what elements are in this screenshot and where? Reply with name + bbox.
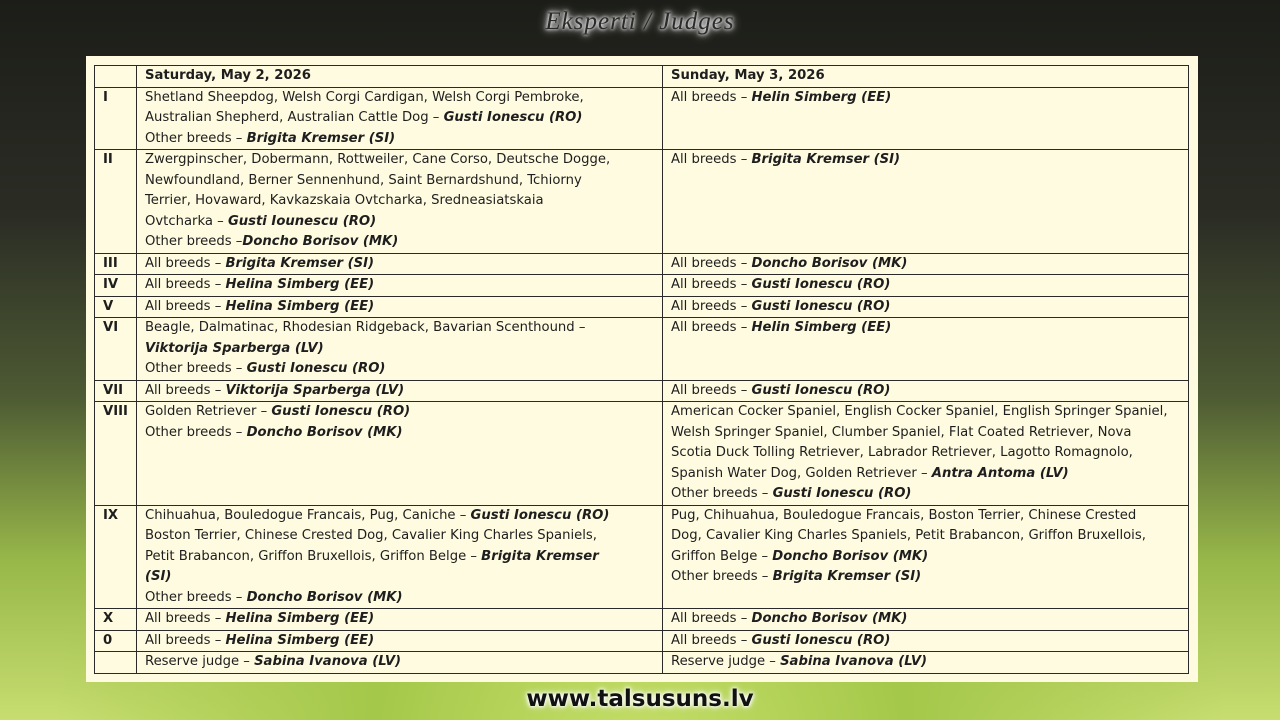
breed-text: All breeds – (145, 382, 226, 398)
breed-text: Pug, Chihuahua, Bouledogue Francais, Boston Terrier, Chinese Crested (671, 507, 1137, 523)
group-number: 0 (95, 630, 137, 652)
breed-text: All breeds – (671, 320, 752, 335)
breed-text: All breeds – (671, 611, 752, 626)
judge-name: Brigita Kremser (SI) (225, 255, 375, 271)
breed-text: All breeds – (671, 632, 752, 648)
breed-text: Other breeds – (671, 569, 773, 584)
table-row (95, 380, 1189, 402)
table-row (95, 87, 1189, 150)
website-url: www.talsusuns.lv (526, 686, 754, 712)
breed-text: Griffon Belge – (671, 548, 773, 564)
group-number: III (95, 253, 137, 275)
cell-line (145, 150, 654, 171)
table-row (95, 505, 1189, 609)
cell-line (671, 464, 1180, 485)
breed-text: Shetland Sheepdog, Welsh Corgi Cardigan, Welsh Corgi Pembroke, (145, 89, 584, 105)
cell-line (671, 443, 1180, 464)
breed-text: Terrier, Hovaward, Kavkazskaia Ovtcharka, Sredneasiatskaia (145, 193, 544, 208)
cell-line (145, 381, 654, 402)
judge-name: Brigita Kremser (SI) (772, 569, 922, 584)
cell-line (145, 423, 654, 444)
sunday-cell (663, 150, 1189, 254)
judge-name: Gusti Ionescu (RO) (751, 277, 891, 292)
breed-text: All breeds – (145, 277, 226, 292)
header-sunday: Sunday, May 3, 2026 (663, 66, 1189, 88)
judge-name: Doncho Borisov (MK) (246, 424, 403, 440)
breed-text: All breeds – (145, 255, 226, 271)
cell-line (671, 526, 1180, 547)
saturday-cell (137, 652, 663, 674)
breed-text: Beagle, Dalmatinac, Rhodesian Ridgeback, Bavarian Scenthound – (145, 320, 586, 335)
judge-name: Sabina Ivanova (LV) (780, 654, 928, 669)
saturday-cell (137, 630, 663, 652)
saturday-cell (137, 275, 663, 297)
breed-text: All breeds – (671, 255, 752, 271)
judge-name: Gusti Iounescu (RO) (227, 213, 377, 229)
cell-line (145, 506, 654, 527)
saturday-cell (137, 505, 663, 609)
breed-text: Other breeds – (145, 424, 247, 440)
breed-text: Welsh Springer Spaniel, Clumber Spaniel, Flat Coated Retriever, Nova (671, 424, 1132, 440)
breed-text: All breeds – (671, 277, 752, 292)
judge-name: Helin Simberg (EE) (751, 89, 892, 105)
breed-text: Boston Terrier, Chinese Crested Dog, Cavalier King Charles Spaniels, (145, 528, 597, 543)
judge-name: Doncho Borisov (MK) (242, 234, 399, 249)
saturday-cell (137, 253, 663, 275)
cell-line (671, 402, 1180, 423)
cell-line (671, 150, 1180, 171)
breed-text: Other breeds – (671, 486, 773, 501)
breed-text: Other breeds – (145, 234, 243, 249)
cell-line (145, 652, 654, 673)
table-row (95, 630, 1189, 652)
judge-name: Doncho Borisov (MK) (772, 548, 929, 564)
cell-line (145, 171, 654, 192)
breed-text: Spanish Water Dog, Golden Retriever – (671, 465, 932, 481)
cell-line (145, 108, 654, 129)
judge-name: Viktorija Sparberga (LV) (145, 340, 324, 356)
breed-text: Ovtcharka – (145, 213, 228, 229)
group-number: VIII (95, 402, 137, 506)
group-number: VI (95, 318, 137, 381)
judge-name: Helina Simberg (EE) (225, 611, 375, 626)
cell-line (145, 631, 654, 652)
breed-text: Newfoundland, Berner Sennenhund, Saint Bernardshund, Tchiorny (145, 172, 582, 188)
cell-line (671, 567, 1180, 588)
breed-text: All breeds – (671, 152, 752, 167)
sunday-cell (663, 296, 1189, 318)
judge-name: Gusti Ionescu (RO) (470, 507, 610, 523)
sunday-cell (663, 402, 1189, 506)
cell-line (671, 254, 1180, 275)
cell-line (671, 631, 1180, 652)
cell-line (145, 588, 654, 609)
group-number: IX (95, 505, 137, 609)
cell-line (145, 567, 654, 588)
saturday-cell (137, 609, 663, 631)
judge-name: Viktorija Sparberga (LV) (225, 382, 405, 398)
saturday-cell (137, 380, 663, 402)
judge-name: Brigita Kremser (481, 548, 599, 564)
cell-line (671, 652, 1180, 673)
judge-name: Gusti Ionescu (RO) (772, 486, 912, 501)
table-row (95, 150, 1189, 254)
breed-text: Chihuahua, Bouledogue Francais, Pug, Caniche – (145, 507, 471, 523)
table-row (95, 402, 1189, 506)
breed-text: All breeds – (145, 611, 226, 626)
group-number: IV (95, 275, 137, 297)
breed-text: All breeds – (145, 298, 226, 314)
cell-line (145, 275, 654, 296)
sunday-cell (663, 630, 1189, 652)
breed-text: Golden Retriever – (145, 404, 272, 419)
cell-line (145, 547, 654, 568)
sunday-cell (663, 609, 1189, 631)
table-row (95, 275, 1189, 297)
judge-name: Gusti Ionescu (RO) (271, 404, 411, 419)
cell-line (145, 191, 654, 212)
sunday-cell (663, 253, 1189, 275)
judge-name: Doncho Borisov (MK) (751, 255, 908, 271)
cell-line (145, 402, 654, 423)
cell-line (145, 88, 654, 109)
cell-line (671, 423, 1180, 444)
judge-name: Helin Simberg (EE) (751, 320, 892, 335)
cell-line (671, 609, 1180, 630)
saturday-cell (137, 402, 663, 506)
judge-name: Sabina Ivanova (LV) (254, 654, 402, 669)
cell-line (145, 254, 654, 275)
sunday-cell (663, 318, 1189, 381)
sunday-cell (663, 380, 1189, 402)
cell-line (145, 297, 654, 318)
judge-name: Gusti Ionescu (RO) (246, 361, 386, 376)
breed-text: Petit Brabancon, Griffon Bruxellois, Griffon Belge – (145, 548, 482, 564)
judge-name: Helina Simberg (EE) (225, 277, 375, 292)
breed-text: Scotia Duck Tolling Retriever, Labrador Retriever, Lagotto Romagnolo, (671, 445, 1133, 460)
breed-text: American Cocker Spaniel, English Cocker Spaniel, English Springer Spaniel, (671, 404, 1168, 419)
group-number: X (95, 609, 137, 631)
breed-text: All breeds – (145, 632, 226, 648)
judge-name: Helina Simberg (EE) (225, 298, 375, 314)
breed-text: All breeds – (671, 89, 752, 105)
judge-name: Antra Antoma (LV) (931, 465, 1069, 481)
table-row (95, 318, 1189, 381)
header-group (95, 66, 137, 88)
cell-line (145, 339, 654, 360)
table-row (95, 296, 1189, 318)
group-number: V (95, 296, 137, 318)
cell-line (671, 547, 1180, 568)
sunday-cell (663, 652, 1189, 674)
judge-name: Helina Simberg (EE) (225, 632, 375, 648)
judge-name: Gusti Ionescu (RO) (443, 110, 583, 125)
group-number: VII (95, 380, 137, 402)
saturday-cell (137, 87, 663, 150)
cell-line (145, 232, 654, 253)
breed-text: Dog, Cavalier King Charles Spaniels, Petit Brabancon, Griffon Bruxellois, (671, 528, 1146, 543)
breed-text: Other breeds – (145, 589, 247, 605)
breed-text: Other breeds – (145, 361, 247, 376)
table-row (95, 652, 1189, 674)
cell-line (145, 609, 654, 630)
judge-name: Gusti Ionescu (RO) (751, 298, 891, 314)
judges-table (94, 65, 1189, 674)
breed-text: Other breeds – (145, 130, 247, 146)
cell-line (145, 318, 654, 339)
sunday-cell (663, 505, 1189, 609)
judge-name: Doncho Borisov (MK) (246, 589, 403, 605)
group-number (95, 652, 137, 674)
cell-line (671, 297, 1180, 318)
breed-text: Australian Shepherd, Australian Cattle Dog – (145, 110, 444, 125)
cell-line (145, 212, 654, 233)
judges-panel (86, 56, 1198, 682)
group-number: I (95, 87, 137, 150)
cell-line (145, 526, 654, 547)
judge-name: Brigita Kremser (SI) (246, 130, 396, 146)
cell-line (145, 129, 654, 150)
judge-name: Gusti Ionescu (RO) (751, 382, 891, 398)
group-number: II (95, 150, 137, 254)
saturday-cell (137, 150, 663, 254)
breed-text: Reserve judge – (671, 654, 781, 669)
table-row (95, 253, 1189, 275)
saturday-cell (137, 318, 663, 381)
cell-line (671, 88, 1180, 109)
sunday-cell (663, 275, 1189, 297)
breed-text: Reserve judge – (145, 654, 255, 669)
cell-line (671, 318, 1180, 339)
breed-text: All breeds – (671, 298, 752, 314)
header-saturday: Saturday, May 2, 2026 (137, 66, 663, 88)
cell-line (671, 484, 1180, 505)
breed-text: Zwergpinscher, Dobermann, Rottweiler, Cane Corso, Deutsche Dogge, (145, 152, 611, 167)
page-title: Eksperti / Judges (545, 8, 735, 35)
table-header-row (95, 66, 1189, 88)
cell-line (671, 381, 1180, 402)
table-row (95, 609, 1189, 631)
judge-name: Brigita Kremser (SI) (751, 152, 901, 167)
breed-text: All breeds – (671, 382, 752, 398)
cell-line (671, 275, 1180, 296)
judge-name: Doncho Borisov (MK) (751, 611, 908, 626)
sunday-cell (663, 87, 1189, 150)
cell-line (671, 506, 1180, 527)
cell-line (145, 359, 654, 380)
judge-name: Gusti Ionescu (RO) (751, 632, 891, 648)
saturday-cell (137, 296, 663, 318)
judge-name: (SI) (145, 569, 172, 584)
